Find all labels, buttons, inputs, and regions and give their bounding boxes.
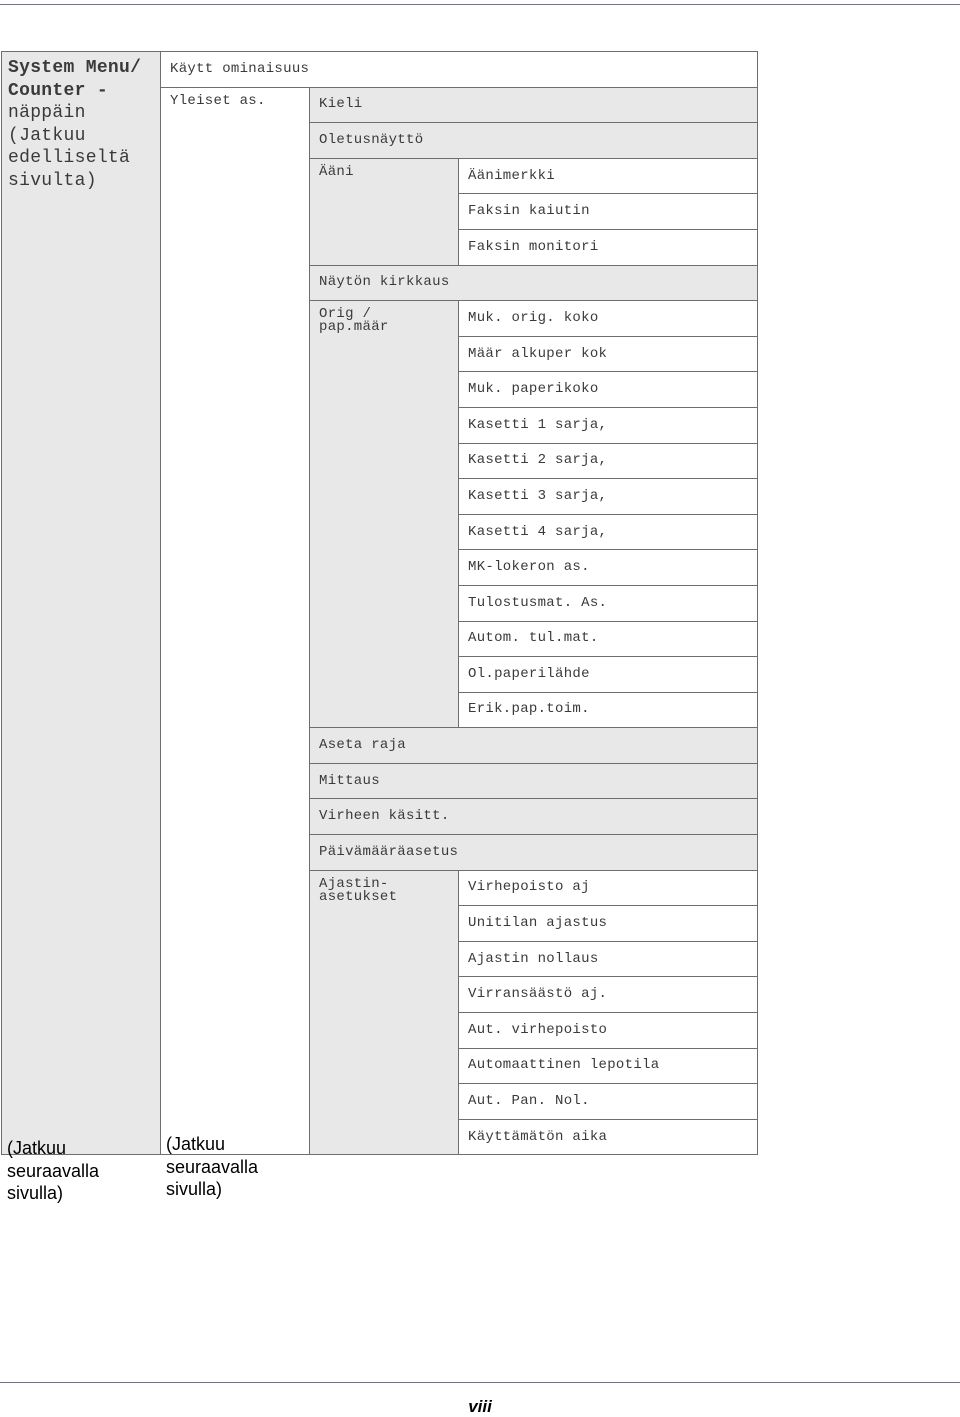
menu-item-ajastin-asetukset: Ajastin- asetukset: [310, 870, 459, 1155]
menu-item-kaytt-ominaisuus: Käytt ominaisuus: [161, 52, 758, 88]
system-menu-column: [2, 52, 161, 1155]
menu-item-kasetti-4-sarja: Kasetti 4 sarja,: [459, 514, 758, 550]
menu-item-virhepoisto-aj: Virhepoisto aj: [459, 870, 758, 906]
continued-note-col2: (Jatkuu seuraavalla sivulla): [166, 1134, 259, 1199]
system-menu-tree-table: [1, 51, 758, 1155]
menu-item-paivamaaraasetus: Päivämääräasetus: [310, 835, 758, 871]
menu-item-ajastin-nollaus: Ajastin nollaus: [459, 941, 758, 977]
menu-item-kasetti-3-sarja: Kasetti 3 sarja,: [459, 479, 758, 515]
menu-item-kasetti-1-sarja: Kasetti 1 sarja,: [459, 407, 758, 443]
table-row: [2, 52, 758, 88]
page-number: viii: [468, 1397, 492, 1416]
continued-note-col1: (Jatkuu seuraavalla sivulla): [7, 1138, 100, 1203]
menu-item-muk-paperikoko: Muk. paperikoko: [459, 372, 758, 408]
menu-item-aanimerkki: Äänimerkki: [459, 158, 758, 194]
menu-item-autom-tul-mat: Autom. tul.mat.: [459, 621, 758, 657]
menu-item-automaattinen-lepotila: Automaattinen lepotila: [459, 1048, 758, 1084]
menu-item-mittaus: Mittaus: [310, 763, 758, 799]
menu-item-faksin-kaiutin: Faksin kaiutin: [459, 194, 758, 230]
menu-item-oletusnaytto: Oletusnäyttö: [310, 123, 758, 159]
menu-item-orig-pap-maar: Orig / pap.määr: [310, 301, 459, 728]
menu-item-tulostusmat-as: Tulostusmat. As.: [459, 585, 758, 621]
bottom-rule: [0, 1382, 960, 1383]
menu-item-virransaasto-aj: Virransäästö aj.: [459, 977, 758, 1013]
menu-item-kieli: Kieli: [310, 87, 758, 123]
menu-item-yleiset-as: Yleiset as.: [161, 87, 310, 1155]
top-rule: [0, 4, 960, 5]
menu-item-faksin-monitori: Faksin monitori: [459, 229, 758, 265]
section-title: System Menu/ Counter - näppäin (Jatkuu edelliseltä sivulta): [8, 58, 142, 191]
menu-item-aani: Ääni: [310, 158, 459, 265]
menu-item-erik-pap-toim: Erik.pap.toim.: [459, 692, 758, 728]
menu-item-virheen-kasitt: Virheen käsitt.: [310, 799, 758, 835]
menu-item-kasetti-2-sarja: Kasetti 2 sarja,: [459, 443, 758, 479]
menu-item-unitilan-ajastus: Unitilan ajastus: [459, 906, 758, 942]
menu-item-ol-paperilahde: Ol.paperilähde: [459, 657, 758, 693]
menu-item-aut-pan-nol: Aut. Pan. Nol.: [459, 1084, 758, 1120]
menu-item-mk-lokeron-as: MK-lokeron as.: [459, 550, 758, 586]
menu-item-kayttamaton-aika: Käyttämätön aika: [459, 1119, 758, 1155]
menu-item-aseta-raja: Aseta raja: [310, 728, 758, 764]
menu-item-maar-alkuper-kok: Määr alkuper kok: [459, 336, 758, 372]
menu-item-muk-orig-koko: Muk. orig. koko: [459, 301, 758, 337]
menu-item-aut-virhepoisto: Aut. virhepoisto: [459, 1013, 758, 1049]
menu-item-nayton-kirkkaus: Näytön kirkkaus: [310, 265, 758, 301]
